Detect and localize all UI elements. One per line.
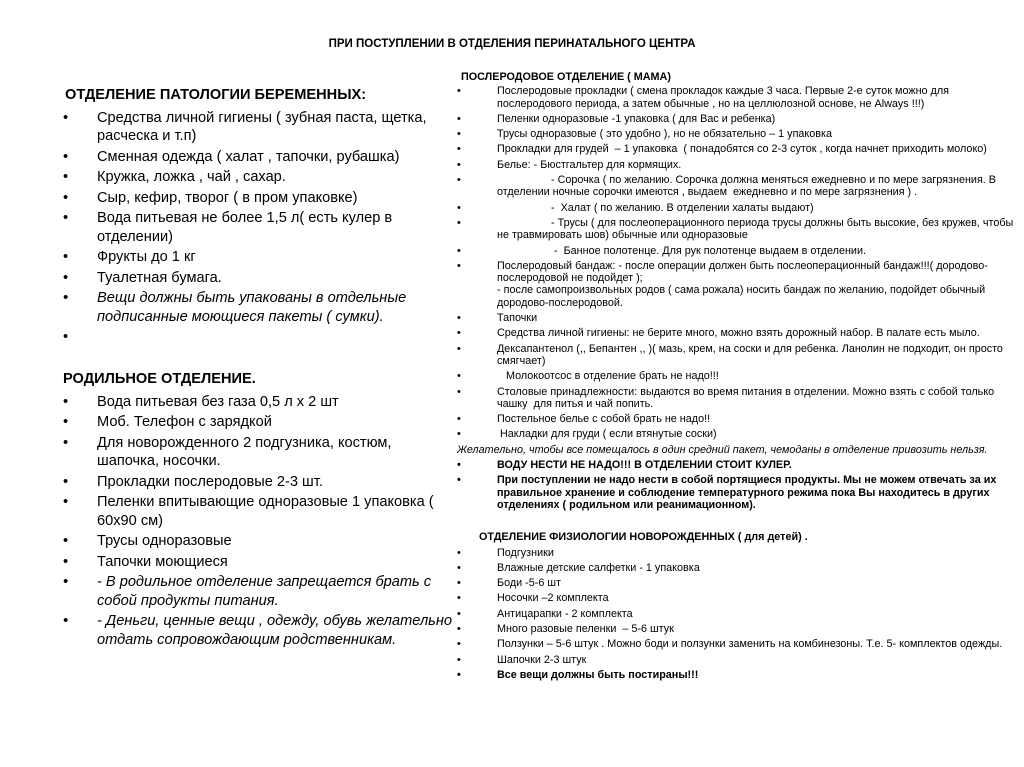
list-item-text: Средства личной гигиены: не берите много, можно взять дорожный набор. В палате есть мыло. bbox=[497, 327, 980, 340]
list-item bbox=[63, 209, 453, 246]
bullet-icon: • bbox=[63, 210, 69, 226]
bullet-icon: • bbox=[63, 533, 69, 549]
bullet-icon: • bbox=[457, 85, 461, 98]
list-item bbox=[457, 260, 1017, 309]
list-item-text: - Халат ( по желанию. В отделении халаты выдают) bbox=[497, 201, 814, 214]
list-item-text: Носочки –2 комплекта bbox=[497, 592, 609, 605]
list-item-text: Прокладки для грудей – 1 упаковка ( понадобятся со 2-3 суток , когда начнет приходить молоко) bbox=[497, 143, 987, 156]
list-item bbox=[457, 128, 1017, 140]
list-item-text: Тапочки bbox=[497, 312, 538, 325]
bullet-icon: • bbox=[457, 622, 461, 635]
bullet-icon: • bbox=[457, 385, 461, 398]
bullet-icon: • bbox=[457, 546, 461, 559]
list-item bbox=[63, 493, 453, 530]
bullet-icon: • bbox=[63, 414, 69, 430]
bullet-icon: • bbox=[457, 143, 461, 156]
bullet-icon: • bbox=[457, 174, 461, 187]
list-item-text: - В родильное отделение запрещается брать с собой продукты питания. bbox=[97, 574, 432, 609]
list-item bbox=[457, 85, 1017, 110]
list-item bbox=[63, 269, 453, 288]
list-item bbox=[63, 532, 453, 551]
bullet-icon: • bbox=[457, 327, 461, 340]
bullet-icon: • bbox=[63, 473, 69, 490]
list-item-text: Боди -5-6 шт bbox=[497, 577, 561, 590]
list-item-text: - Сорочка ( по желанию. Сорочка должна меняться ежедневно и по мере загрязнения. В отделении ночные сорочки имеются , выдаем ежедневно и по мере загрязнения ) . bbox=[497, 174, 999, 199]
bullet-icon: • bbox=[457, 638, 461, 651]
bullet-icon: • bbox=[457, 201, 461, 214]
postpartum-heading: ПОСЛЕРОДОВОЕ ОТДЕЛЕНИЕ ( МАМА) bbox=[461, 71, 671, 83]
list-item bbox=[457, 654, 1017, 666]
bullet-icon: • bbox=[63, 189, 69, 206]
list-item-text: Сменная одежда ( халат , тапочки, рубашка) bbox=[97, 148, 400, 165]
bullet-icon: • bbox=[63, 109, 69, 126]
newborn-list bbox=[457, 547, 1017, 682]
list-item bbox=[457, 312, 1017, 324]
list-item-text: Вещи должны быть упакованы в отдельные подписанные моющиеся пакеты ( сумки). bbox=[97, 290, 407, 325]
bullet-icon: • bbox=[457, 158, 461, 171]
postpartum-note: Желательно, чтобы все помещалось в один средний пакет, чемоданы в отделение привозить нельзя. bbox=[457, 443, 988, 456]
list-item-text: Вода питьевая не более 1,5 л( есть кулер в отделении) bbox=[97, 210, 393, 245]
list-item-text: Моб. Телефон с зарядкой bbox=[97, 414, 272, 430]
list-item bbox=[63, 434, 453, 471]
list-item-text: Трусы одноразовые ( это удобно ), но не обязательно – 1 упаковка bbox=[497, 128, 832, 141]
list-item bbox=[63, 328, 453, 346]
bullet-icon: • bbox=[457, 653, 461, 666]
pathology-heading: ОТДЕЛЕНИЕ ПАТОЛОГИИ БЕРЕМЕННЫХ: bbox=[65, 87, 367, 103]
bullet-icon: • bbox=[63, 169, 69, 185]
list-item bbox=[63, 393, 453, 412]
list-item-text: - Трусы ( для послеоперационного периода трусы должны быть высокие, без кружев, чтобы не травмировать шов) обычные или одноразовые bbox=[497, 216, 1017, 242]
list-item bbox=[457, 428, 1017, 440]
list-item-text: Накладки для груди ( если втянутые соски) bbox=[497, 428, 717, 441]
list-item-text: ВОДУ НЕСТИ НЕ НАДО!!! В ОТДЕЛЕНИИ СТОИТ КУЛЕР. bbox=[497, 459, 792, 472]
bullet-icon: • bbox=[63, 613, 69, 629]
postpartum-warnings bbox=[457, 459, 1017, 511]
list-item-text: Столовые принадлежности: выдаются во время питания в отделении. Можно взять с собой только чашку для питья и чай попить. bbox=[497, 385, 998, 410]
list-item bbox=[457, 459, 1017, 471]
list-item bbox=[457, 174, 1017, 199]
bullet-icon: • bbox=[457, 259, 461, 272]
bullet-icon: • bbox=[63, 148, 69, 165]
list-item bbox=[63, 573, 453, 610]
bullet-icon: • bbox=[457, 607, 461, 620]
list-item-text: Подгузники bbox=[497, 546, 554, 559]
postpartum-list bbox=[457, 85, 1017, 440]
list-item bbox=[457, 474, 1017, 511]
newborn-heading: ОТДЕЛЕНИЕ ФИЗИОЛОГИИ НОВОРОЖДЕННЫХ ( для детей) . bbox=[479, 531, 808, 544]
list-item-text: При поступлении не надо нести в собой портящиеся продукты. Мы не можем отвечать за их правильное хранение и соблюдение температурного режима пока Вы находитесь в других отделениях ( родильном или реанимационном). bbox=[497, 474, 1000, 511]
list-item-text: Много разовые пеленки – 5-6 штук bbox=[497, 622, 674, 635]
list-item bbox=[63, 553, 453, 572]
list-item bbox=[63, 189, 453, 208]
list-item bbox=[63, 473, 453, 492]
bullet-icon: • bbox=[63, 269, 69, 286]
list-item-text: Сыр, кефир, творог ( в пром упаковке) bbox=[97, 189, 358, 206]
bullet-icon: • bbox=[457, 561, 461, 574]
list-item-text: Все вещи должны быть постираны!!! bbox=[497, 668, 699, 681]
bullet-icon: • bbox=[63, 290, 69, 306]
list-item bbox=[63, 109, 453, 146]
list-item bbox=[457, 113, 1017, 125]
bullet-icon: • bbox=[457, 312, 461, 325]
list-item bbox=[457, 669, 1017, 681]
bullet-icon: • bbox=[457, 216, 461, 229]
list-item-text: Белье: - Бюстгальтер для кормящих. bbox=[497, 158, 682, 171]
list-item bbox=[457, 638, 1017, 650]
list-item bbox=[457, 608, 1017, 620]
bullet-icon: • bbox=[457, 128, 461, 141]
list-item bbox=[457, 577, 1017, 589]
list-item bbox=[457, 592, 1017, 604]
list-item bbox=[457, 245, 1017, 257]
list-item bbox=[63, 168, 453, 187]
list-item bbox=[457, 413, 1017, 425]
list-item bbox=[457, 343, 1017, 368]
list-item-text: Фрукты до 1 кг bbox=[97, 249, 196, 265]
list-item bbox=[457, 159, 1017, 171]
list-item-text: Средства личной гигиены ( зубная паста, щетка, расческа и т.п) bbox=[97, 109, 427, 144]
left-column bbox=[63, 86, 453, 651]
list-item bbox=[457, 562, 1017, 574]
list-item-text: - Банное полотенце. Для рук полотенце выдаем в отделении. bbox=[497, 244, 866, 257]
bullet-icon: • bbox=[63, 393, 69, 410]
list-item-text: Молокоотсос в отделение брать не надо!!! bbox=[497, 370, 719, 383]
list-item bbox=[63, 289, 453, 326]
bullet-icon: • bbox=[457, 577, 461, 590]
bullet-icon: • bbox=[63, 494, 69, 510]
list-item bbox=[457, 370, 1017, 382]
list-item-text: Шапочки 2-3 штук bbox=[497, 653, 587, 666]
bullet-icon: • bbox=[63, 329, 69, 345]
list-item-text: Прокладки послеродовые 2-3 шт. bbox=[97, 473, 323, 490]
list-item bbox=[457, 217, 1017, 242]
list-item bbox=[63, 612, 453, 649]
maternity-list bbox=[63, 393, 453, 650]
bullet-icon: • bbox=[457, 459, 461, 472]
list-item-text: Послеродовые прокладки ( смена прокладок каждые 3 часа. Первые 2-е суток можно для послеродового периода, а затем обычные , но на целлюлозной основе, не Always !!!) bbox=[497, 85, 952, 110]
bullet-icon: • bbox=[457, 244, 461, 257]
list-item bbox=[457, 202, 1017, 214]
bullet-icon: • bbox=[63, 434, 69, 451]
list-item-text: - Деньги, ценные вещи , одежду, обувь желательно отдать сопровождающим родственникам. bbox=[97, 613, 452, 648]
document-title: ПРИ ПОСТУПЛЕНИИ В ОТДЕЛЕНИЯ ПЕРИНАТАЛЬНОГО ЦЕНТРА bbox=[328, 38, 696, 50]
bullet-icon: • bbox=[457, 413, 461, 426]
bullet-icon: • bbox=[63, 553, 69, 570]
list-item-text: Влажные детские салфетки - 1 упаковка bbox=[497, 561, 700, 574]
list-item bbox=[457, 143, 1017, 155]
list-item-text: Кружка, ложка , чай , сахар. bbox=[97, 169, 286, 185]
list-item bbox=[457, 547, 1017, 559]
list-item bbox=[457, 327, 1017, 339]
list-item-text: Пеленки впитывающие одноразовые 1 упаковка ( 60х90 см) bbox=[97, 494, 434, 529]
bullet-icon: • bbox=[457, 112, 461, 125]
list-item-text: Туалетная бумага. bbox=[97, 269, 222, 286]
list-item bbox=[457, 623, 1017, 635]
list-item-text: Вода питьевая без газа 0,5 л х 2 шт bbox=[97, 393, 339, 410]
bullet-icon: • bbox=[457, 428, 461, 441]
list-item-text: Ползунки – 5-6 штук . Можно боди и ползунки заменить на комбинезоны. Т.е. 5- комплектов одежды. bbox=[497, 638, 1003, 651]
list-item bbox=[63, 413, 453, 432]
list-item-text: Антицарапки - 2 комплекта bbox=[497, 607, 633, 620]
list-item-text: Дексапантенол (,, Бепантен ,, )( мазь, крем, на соски и для ребенка. Ланолин не подходит, он просто смягчает) bbox=[497, 342, 1006, 367]
list-item-text: Тапочки моющиеся bbox=[97, 553, 228, 570]
list-item-text: Пеленки одноразовые -1 упаковка ( для Вас и ребенка) bbox=[497, 112, 776, 125]
bullet-icon: • bbox=[457, 370, 461, 383]
pathology-list bbox=[63, 109, 453, 347]
bullet-icon: • bbox=[457, 668, 461, 681]
list-item-text: Послеродовый бандаж: - после операции должен быть послеоперационный бандаж!!!( дородово-послеродовой не подойдет ); - после самопроизвольных родов ( сама рожала) носить бандаж по желанию, подойдет обычный дородово-послеродовой. bbox=[497, 259, 988, 309]
list-item-text: Постельное белье с собой брать не надо!! bbox=[497, 413, 711, 426]
list-item-text: Трусы одноразовые bbox=[97, 533, 232, 549]
bullet-icon: • bbox=[457, 474, 461, 487]
list-item bbox=[457, 386, 1017, 411]
list-item bbox=[63, 248, 453, 267]
list-item bbox=[63, 148, 453, 167]
bullet-icon: • bbox=[457, 592, 461, 605]
list-item-text: Для новорожденного 2 подгузника, костюм, шапочка, носочки. bbox=[97, 434, 392, 469]
right-column bbox=[457, 71, 1017, 684]
bullet-icon: • bbox=[63, 574, 69, 590]
bullet-icon: • bbox=[63, 249, 69, 265]
bullet-icon: • bbox=[457, 342, 461, 355]
maternity-heading: РОДИЛЬНОЕ ОТДЕЛЕНИЕ. bbox=[63, 371, 256, 387]
